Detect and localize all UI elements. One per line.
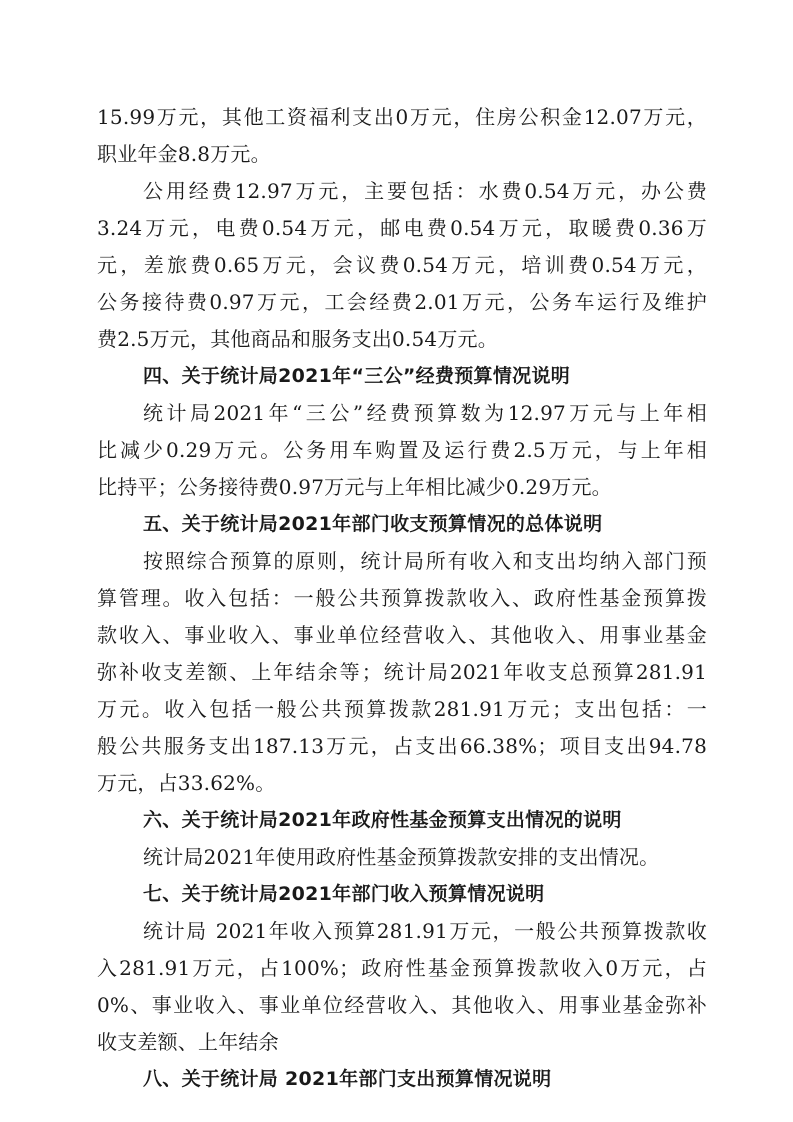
paragraph-line: 比持平；公务接待费0.97万元与上年相比减少0.29万元。	[97, 475, 612, 499]
paragraph-line: 万元。收入包括一般公共预算拨款281.91万元；支出包括：一	[97, 697, 707, 721]
paragraph-line: 职业年金8.8万元。	[97, 142, 271, 166]
paragraph-line: 统计局2021年“三公”经费预算数为12.97万元与上年相	[143, 401, 707, 425]
paragraph-line: 费2.5万元，其他商品和服务支出0.54万元。	[97, 327, 498, 351]
paragraph-line: 款收入、事业收入、事业单位经营收入、其他收入、用事业基金	[97, 623, 707, 647]
paragraph-line: 公用经费12.97万元，主要包括：水费0.54万元，办公费	[143, 179, 707, 203]
paragraph-line: 统计局 2021年收入预算281.91万元，一般公共预算拨款收	[143, 919, 707, 943]
paragraph-line: 按照综合预算的原则，统计局所有收入和支出均纳入部门预	[143, 549, 707, 573]
paragraph-line: 入281.91万元，占100%；政府性基金预算拨款收入0万元，占	[97, 956, 707, 980]
section-heading: 四、关于统计局2021年“三公”经费预算情况说明	[143, 365, 571, 387]
paragraph-line: 般公共服务支出187.13万元，占支出66.38%；项目支出94.78	[97, 734, 707, 758]
paragraph-line: 15.99万元，其他工资福利支出0万元，住房公积金12.07万元，	[97, 105, 707, 129]
paragraph-line: 元，差旅费0.65万元，会议费0.54万元，培训费0.54万元，	[97, 253, 707, 277]
section-heading: 五、关于统计局2021年部门收支预算情况的总体说明	[143, 513, 603, 535]
paragraph-line: 3.24万元，电费0.54万元，邮电费0.54万元，取暖费0.36万	[97, 216, 707, 240]
paragraph-line: 万元，占33.62%。	[97, 771, 276, 795]
section-heading: 七、关于统计局2021年部门收入预算情况说明	[143, 883, 545, 905]
paragraph-line: 弥补收支差额、上年结余等；统计局2021年收支总预算281.91	[97, 660, 707, 684]
paragraph-line: 比减少0.29万元。公务用车购置及运行费2.5万元，与上年相	[97, 438, 707, 462]
paragraph-line: 公务接待费0.97万元，工会经费2.01万元，公务车运行及维护	[97, 290, 707, 314]
paragraph-line: 算管理。收入包括：一般公共预算拨款收入、政府性基金预算拨	[97, 586, 707, 610]
section-heading: 八、关于统计局 2021年部门支出预算情况说明	[143, 1068, 552, 1090]
paragraph-line: 收支差额、上年结余	[97, 1030, 279, 1054]
paragraph-line: 0%、事业收入、事业单位经营收入、其他收入、用事业基金弥补	[97, 993, 707, 1017]
section-heading: 六、关于统计局2021年政府性基金预算支出情况的说明	[143, 809, 622, 831]
paragraph-line: 统计局2021年使用政府性基金预算拨款安排的支出情况。	[143, 845, 660, 869]
